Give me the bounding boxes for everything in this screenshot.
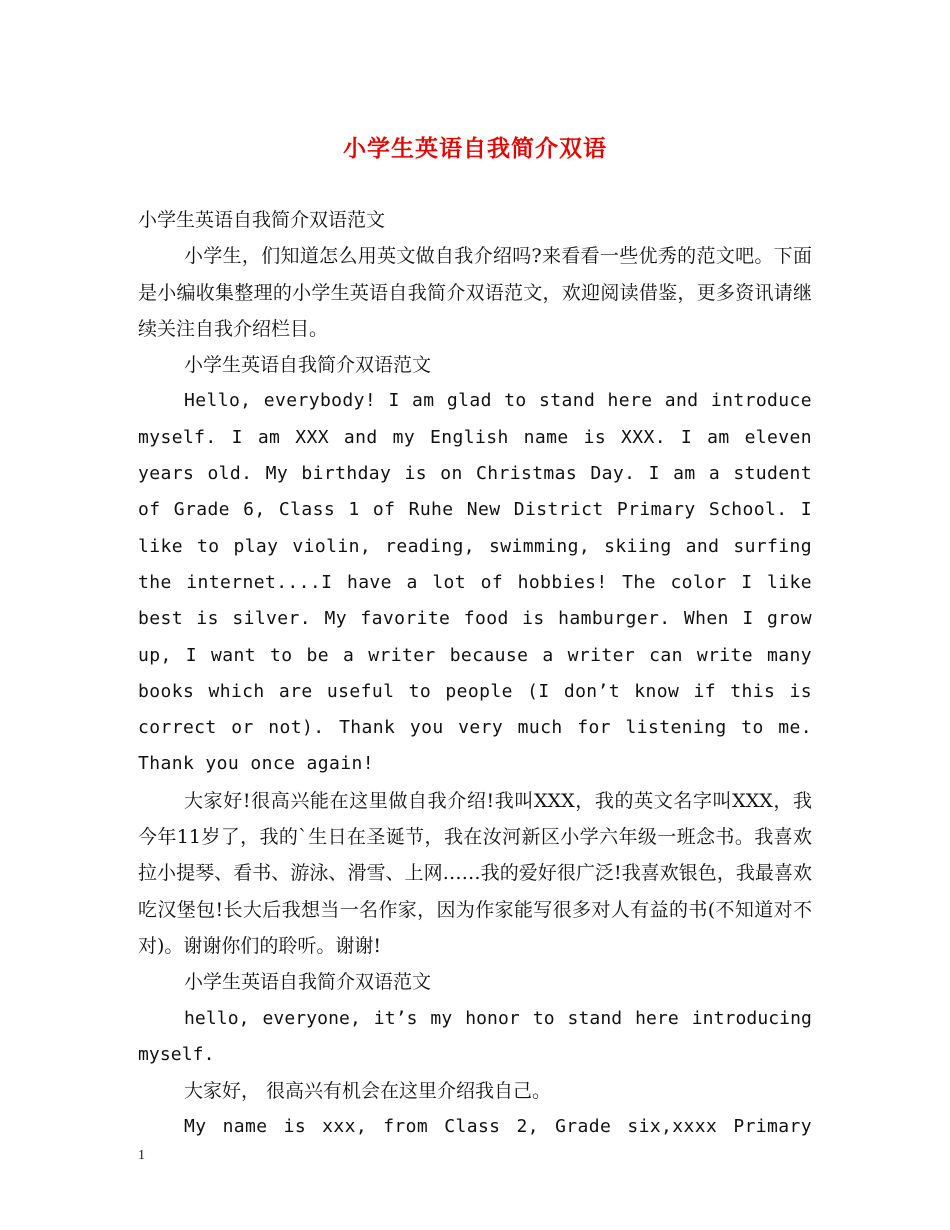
section2-english-paragraph-2: My name is xxx, from Class 2, Grade six,xxxx Primary [184, 1116, 812, 1138]
section2-english-paragraph: hello, everyone, it’s my honor to stand here introducing myself. [138, 1007, 812, 1065]
section1-english-paragraph: Hello, everybody! I am glad to stand here and introduce myself. I am XXX and my English name is XXX. I am eleven years old. My birthday is on Christmas Day. I am a student of Grade 6, Class 1 of Ruhe New District Primary School. I like to play violin, reading, swimming, skiing and surfing the internet....I have a lot of hobbies! The color I like best is silver. My favorite food is hamburger. When I grow up, I want to be a writer because a writer can write many books which are useful to people (I don’t know if this is correct or not). Thank you very much for listening to me. Thank you once again! [138, 390, 812, 775]
intro-paragraph: 小学生，们知道怎么用英文做自我介绍吗?来看看一些优秀的范文吧。下面是小编收集整理的小学生英语自我简介双语范文，欢迎阅读借鉴，更多资讯请继续关注自我介绍栏目。 [138, 245, 812, 340]
section1-chinese-paragraph: 大家好!很高兴能在这里做自我介绍!我叫XXX，我的英文名字叫XXX，我今年11岁了，我的`生日在圣诞节，我在汝河新区小学六年级一班念书。我喜欢拉小提琴、看书、游泳、滑雪、上网……我的爱好很广泛!我喜欢银色，我最喜欢吃汉堡包!长大后我想当一名作家，因为作家能写很多对人有益的书(不知道对不对)。谢谢你们的聆听。谢谢! [138, 789, 812, 957]
document-heading: 小学生英语自我简介双语范文 [138, 209, 386, 231]
page-number: 1 [138, 1148, 145, 1163]
section2-heading: 小学生英语自我简介双语范文 [184, 971, 432, 994]
document-title: 小学生英语自我简介双语 [343, 135, 607, 162]
section2-chinese-paragraph: 大家好， 很高兴有机会在这里介绍我自己。 [184, 1080, 552, 1103]
section1-heading: 小学生英语自我简介双语范文 [184, 354, 432, 377]
document-body [138, 202, 812, 1146]
